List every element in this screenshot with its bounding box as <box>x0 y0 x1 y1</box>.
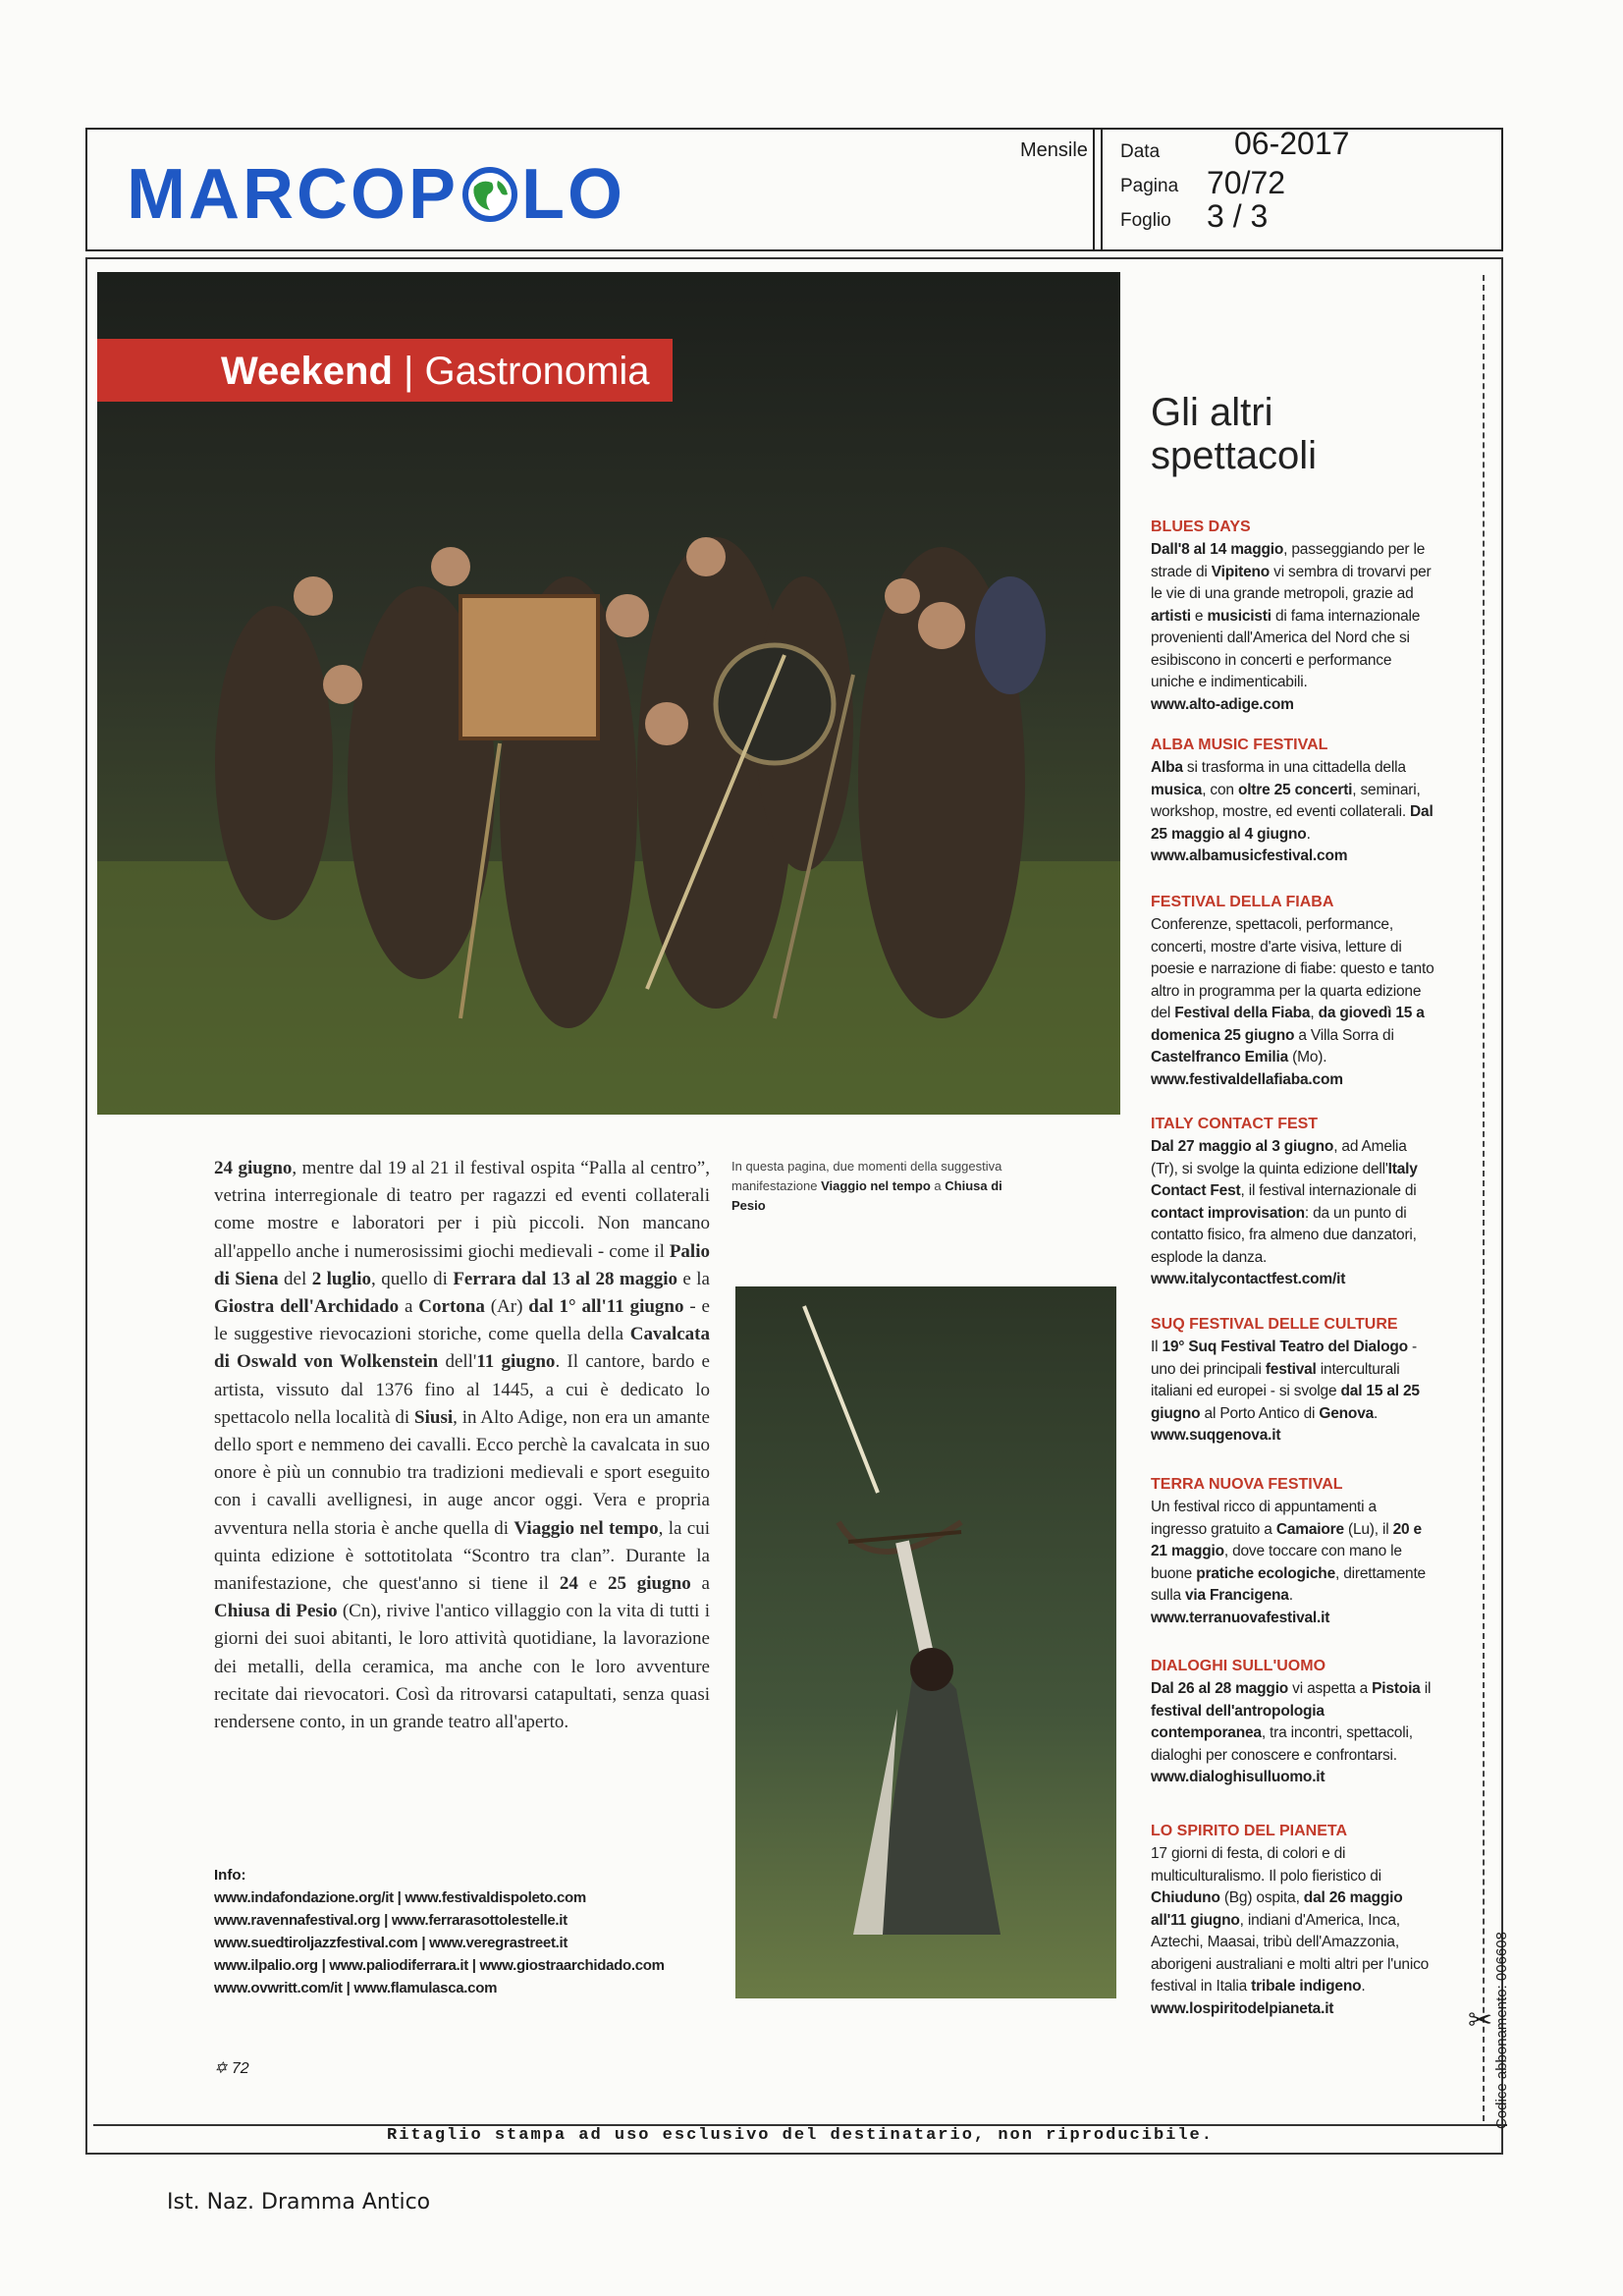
sheet-label: Foglio <box>1120 210 1171 231</box>
sidebar-item-text: Alba si trasforma in una cittadella della musica, con oltre 25 concerti, seminari, workshop, mostre, ed eventi collaterali. Dal 25 maggio al 4 giugno. <box>1151 759 1434 843</box>
sidebar-item-text: Conferenze, spettacoli, performance, concerti, mostre d'arte visiva, letture di poesie e narrazione di fiabe: questo e tanto altro in programma per la quarta edizione del Festival della Fiaba, da giovedì 15 a domenica 25 giugno a Villa Sorra di Castelfranco Emilia (Mo). <box>1151 916 1434 1066</box>
subscription-code: Codice abbonamento: 006608 <box>1493 1932 1510 2129</box>
header-divider <box>1093 130 1095 249</box>
sidebar-item-text: 17 giorni di festa, di colori e di multiculturalismo. Il polo fieristico di Chiuduno (Bg) ospita, dal 26 maggio all'11 giugno, indiani d'America, Inca, Aztechi, Maasai, tribù dell'Amazzonia, aborigeni australiani e molti altri per l'unico festival in Italia tribale indigeno. <box>1151 1845 1430 1995</box>
press-clipping-disclaimer: Ritaglio stampa ad uso esclusivo del destinatario, non riproducibile. <box>387 2126 1214 2145</box>
footer-source: Ist. Naz. Dramma Antico <box>167 2190 431 2214</box>
frequency-label: Mensile <box>1020 139 1088 161</box>
banner-section: Weekend <box>221 350 393 393</box>
sidebar-item-body <box>1151 914 1435 1091</box>
sidebar-item-heading: ITALY CONTACT FEST <box>1151 1116 1319 1132</box>
logo-text-right: LO <box>521 155 625 234</box>
sidebar-item-heading: BLUES DAYS <box>1151 519 1251 535</box>
page-number: ✡ 72 <box>214 2060 249 2077</box>
warriors-photo <box>97 272 1120 1115</box>
section-banner-text <box>221 346 650 397</box>
masthead-header <box>85 128 1503 251</box>
sidebar-item-heading: LO SPIRITO DEL PIANETA <box>1151 1823 1348 1839</box>
sidebar-item-url[interactable]: www.suqgenova.it <box>1151 1427 1281 1444</box>
logo-text-left: MARCOP <box>127 155 459 234</box>
marcopolo-logo <box>127 155 625 234</box>
sidebar-item-heading: FESTIVAL DELLA FIABA <box>1151 894 1334 910</box>
sidebar-item-body <box>1151 1843 1435 2020</box>
sidebar-item-body <box>1151 539 1435 716</box>
info-line: www.ravennafestival.org | www.ferrarasottolestelle.it <box>214 1912 568 1929</box>
archer-photo <box>735 1286 1116 1998</box>
sidebar-title <box>1151 391 1445 477</box>
info-label: Info: <box>214 1867 246 1884</box>
globe-icon <box>462 167 517 222</box>
sidebar-item-body <box>1151 1678 1435 1789</box>
info-line: www.ovwritt.com/it | www.flamulasca.com <box>214 1980 498 1996</box>
info-line: www.suedtiroljazzfestival.com | www.veregrastreet.it <box>214 1935 568 1951</box>
sidebar-item-url[interactable]: www.alto-adige.com <box>1151 695 1294 713</box>
sidebar-item-text: Dall'8 al 14 maggio, passeggiando per le strade di Vipiteno vi sembra di trovarvi per le vie di una grande metropoli, grazie ad artisti e musicisti di fama internazionale provenienti dall'America del Nord che si esibiscono in concerti e performance uniche e indimenticabili. <box>1151 541 1432 690</box>
sheet-value: 3 / 3 <box>1207 198 1269 234</box>
publication-mark-icon: ✡ <box>214 2060 232 2077</box>
info-line: www.ilpalio.org | www.paliodiferrara.it | www.giostraarchidado.com <box>214 1957 665 1974</box>
sidebar-item-body <box>1151 757 1435 868</box>
sidebar-item-heading: TERRA NUOVA FESTIVAL <box>1151 1476 1343 1493</box>
sidebar-item-url[interactable]: www.albamusicfestival.com <box>1151 847 1348 864</box>
header-divider <box>1101 130 1103 249</box>
date-label: Data <box>1120 141 1161 162</box>
sidebar-item-body <box>1151 1136 1435 1291</box>
sidebar-title-line: Gli altri <box>1151 391 1273 434</box>
banner-separator: | <box>404 350 414 393</box>
sidebar-item-url[interactable]: www.dialoghisulluomo.it <box>1151 1769 1325 1785</box>
photo-caption: In questa pagina, due momenti della suggestiva manifestazione Viaggio nel tempo a Chiusa di Pesio <box>731 1159 1002 1213</box>
info-line: www.indafondazione.org/it | www.festivaldispoleto.com <box>214 1889 586 1906</box>
sidebar-item-body <box>1151 1337 1435 1448</box>
page-value: 70/72 <box>1207 165 1286 200</box>
banner-subsection: Gastronomia <box>424 350 650 393</box>
cut-line <box>1483 275 1485 2121</box>
sidebar-item-text: Dal 27 maggio al 3 giugno, ad Amelia (Tr), si svolge la quinta edizione dell'Italy Contact Fest, il festival internazionale di contact improvisation: da un punto di contatto fisico, fra almeno due danzatori, esplode la danza. <box>1151 1138 1418 1266</box>
sidebar-item-url[interactable]: www.festivaldellafiaba.com <box>1151 1070 1343 1088</box>
sidebar-item-heading: DIALOGHI SULL'UOMO <box>1151 1658 1326 1674</box>
sidebar-title-line: spettacoli <box>1151 434 1317 477</box>
sidebar-item-text: Dal 26 al 28 maggio vi aspetta a Pistoia il festival dell'antropologia contemporanea, tra incontri, spettacoli, dialoghi per conoscere e confrontarsi. <box>1151 1680 1432 1764</box>
sidebar-item-url[interactable]: www.terranuovafestival.it <box>1151 1609 1330 1626</box>
sidebar-item-heading: SUQ FESTIVAL DELLE CULTURE <box>1151 1316 1398 1333</box>
sidebar-item-url[interactable]: www.lospiritodelpianeta.it <box>1151 1999 1334 2017</box>
sidebar-item-text: Il 19° Suq Festival Teatro del Dialogo - uno dei principali festival interculturali italiani ed europei - si svolge dal 15 al 25 giugno al Porto Antico di Genova. <box>1151 1339 1420 1422</box>
sidebar-item-url[interactable]: www.italycontactfest.com/it <box>1151 1271 1346 1287</box>
page-label: Pagina <box>1120 176 1179 196</box>
sidebar-item-body <box>1151 1497 1435 1629</box>
scissors-icon: ✂ <box>1468 2004 1493 2037</box>
sidebar-item-text: Un festival ricco di appuntamenti a ingresso gratuito a Camaiore (Lu), il 20 e 21 maggio, dove toccare con mano le buone pratiche ecologiche, direttamente sulla via Francigena. <box>1151 1499 1426 1604</box>
archer-photo-illustration <box>735 1286 1116 1998</box>
article-body: 24 giugno, mentre dal 19 al 21 il festival ospita “Palla al centro”, vetrina interregionale di teatro per ragazzi ed eventi collaterali come mostre e laboratori per i più piccoli. Non mancano all'appello anche i numerosissimi giochi medievali - come il Palio di Siena del 2 luglio, quello di Ferrara dal 13 al 28 maggio e la Giostra dell'Archidado a Cortona (Ar) dal 1° all'11 giugno - e le suggestive rievocazioni storiche, come quella della Cavalcata di Oswald von Wolkenstein dell'11 giugno. Il cantore, bardo e artista, vissuto dal 1376 fino al 1445, a cui è dedicato lo spettacolo nella località di Siusi, in Alto Adige, non era un amante dello sport e nemmeno dei cavalli. Ecco perchè la cavalcata in suo onore è più un connubio tra tradizioni medievali e sport eseguito con i cavalli avellignesi, in auge ancor oggi. Vera e propria avventura nella storia è anche quella di Viaggio nel tempo, la cui quinta edizione è sottotitolata “Scontro tra clan”. Durante la manifestazione, che quest'anno si tiene il 24 e 25 giugno a Chiusa di Pesio (Cn), rivive l'antico villaggio con la vita di tutti i giorni dei suoi abitanti, le loro attività quotidiane, la lavorazione dei metalli, della ceramica, ma anche con le loro avventure recitate dai rievocatori. Così da ritrovarsi catapultati, senza quasi rendersene conto, in un grande teatro all'aperto. <box>214 1158 710 1733</box>
date-value: 06-2017 <box>1234 126 1350 161</box>
sidebar-item-heading: ALBA MUSIC FESTIVAL <box>1151 737 1328 753</box>
